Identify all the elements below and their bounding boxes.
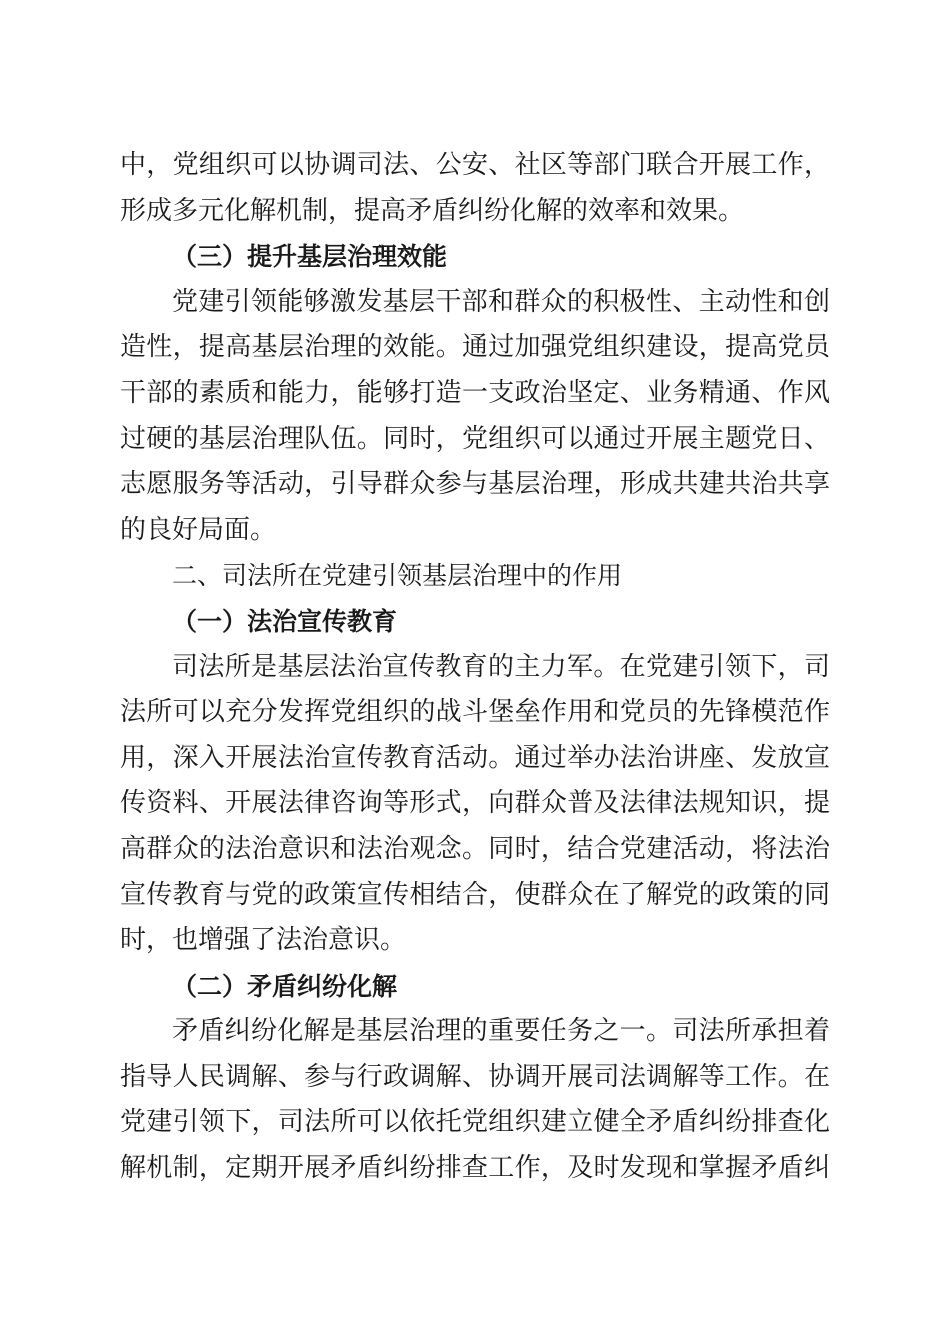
text-line: 过硬的基层治理队伍。同时，党组织可以通过开展主题党日、: [120, 423, 830, 454]
document-page: [120, 143, 830, 1192]
text-line: 指导人民调解、参与行政调解、协调开展司法调解等工作。在: [120, 1061, 830, 1092]
text-line: 志愿服务等活动，引导群众参与基层治理，形成共建共治共享: [120, 469, 830, 500]
section-heading-1: （一）法治宣传教育: [172, 606, 398, 636]
section-heading-2: （二）矛盾纠纷化解: [172, 971, 398, 1001]
text-line: 传资料、开展法律咨询等形式，向群众普及法律法规知识，提: [120, 788, 830, 819]
text-line: 党建引领能够激发基层干部和群众的积极性、主动性和创: [172, 286, 830, 317]
section-heading-3: （三）提升基层治理效能: [172, 242, 448, 272]
text-line: 干部的素质和能力，能够打造一支政治坚定、业务精通、作风: [120, 377, 830, 408]
text-line: 的良好局面。: [120, 514, 277, 545]
text-line: 造性，提高基层治理的效能。通过加强党组织建设，提高党员: [120, 332, 830, 363]
text-line: 党建引领下，司法所可以依托党组织建立健全矛盾纠纷排查化: [120, 1107, 830, 1138]
text-line: 形成多元化解机制，提高矛盾纠纷化解的效率和效果。: [120, 195, 745, 226]
text-line: 时，也增强了法治意识。: [120, 925, 407, 956]
text-line: 高群众的法治意识和法治观念。同时，结合党建活动，将法治: [120, 833, 830, 864]
paragraph-governance-efficiency: [120, 280, 830, 554]
text-line: 法所可以充分发挥党组织的战斗堡垒作用和党员的先锋模范作: [120, 697, 830, 728]
text-line: 矛盾纠纷化解是基层治理的重要任务之一。司法所承担着: [172, 1016, 830, 1047]
text-line: 用，深入开展法治宣传教育活动。通过举办法治讲座、发放宣: [120, 742, 830, 773]
chapter-heading-2: 二、司法所在党建引领基层治理中的作用: [172, 561, 623, 591]
paragraph-continued: [120, 143, 830, 234]
paragraph-legal-education: [120, 645, 830, 964]
text-line: 宣传教育与党的政策宣传相结合，使群众在了解党的政策的同: [120, 879, 830, 910]
paragraph-dispute-resolution: [120, 1009, 830, 1191]
text-line: 解机制，定期开展矛盾纠纷排查工作，及时发现和掌握矛盾纠: [120, 1153, 830, 1184]
text-line: 司法所是基层法治宣传教育的主力军。在党建引领下，司: [172, 651, 830, 682]
text-line: 中，党组织可以协调司法、公安、社区等部门联合开展工作，: [120, 150, 830, 180]
